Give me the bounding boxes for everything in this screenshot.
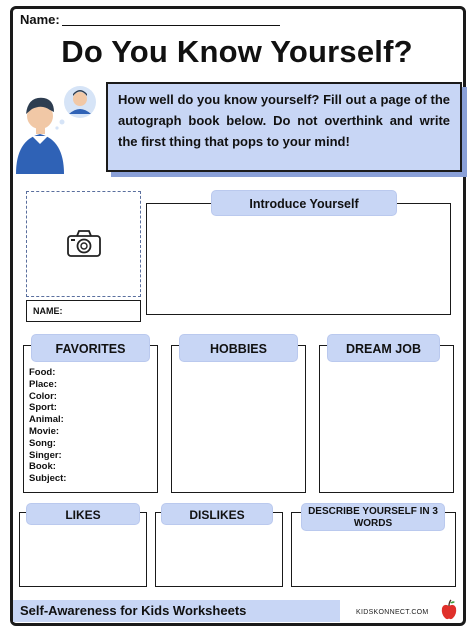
list-item: Book: [29, 461, 56, 473]
list-item: Sport: [29, 402, 57, 414]
favorites-list [29, 367, 66, 485]
hobbies-box[interactable] [171, 345, 306, 493]
person-thinking-icon [12, 82, 104, 174]
dream-job-label: DREAM JOB [327, 334, 440, 362]
list-item: Place: [29, 378, 57, 390]
camera-icon [66, 228, 102, 260]
page-title: Do You Know Yourself? [61, 34, 413, 69]
list-item: Subject: [29, 473, 67, 485]
footer-brand[interactable]: KIDSKONNECT.COM [356, 609, 429, 616]
describe-yourself-label: DESCRIBE YOURSELF IN 3 WORDS [301, 503, 445, 531]
list-item: Movie: [29, 425, 60, 437]
list-item: Food: [29, 367, 56, 378]
photo-name-field[interactable]: NAME: [26, 300, 141, 322]
apple-logo-icon [438, 598, 460, 622]
introduce-yourself-label: Introduce Yourself [211, 190, 397, 216]
name-label: Name: [20, 12, 60, 27]
instructions-box: How well do you know yourself? Fill out a page of the autograph book below. Do not overthink and write the first thing that pops to your mind! [106, 82, 462, 172]
name-line [62, 25, 280, 26]
dislikes-label: DISLIKES [161, 503, 273, 525]
list-item: Color: [29, 390, 57, 402]
hobbies-label: HOBBIES [179, 334, 298, 362]
list-item: Song: [29, 437, 56, 449]
footer-title: Self-Awareness for Kids Worksheets [20, 603, 247, 618]
likes-label: LIKES [26, 503, 140, 525]
introduce-yourself-box[interactable] [146, 203, 451, 315]
favorites-label: FAVORITES [31, 334, 150, 362]
list-item: Animal: [29, 414, 64, 426]
dream-job-box[interactable] [319, 345, 454, 493]
list-item: Singer: [29, 449, 62, 461]
